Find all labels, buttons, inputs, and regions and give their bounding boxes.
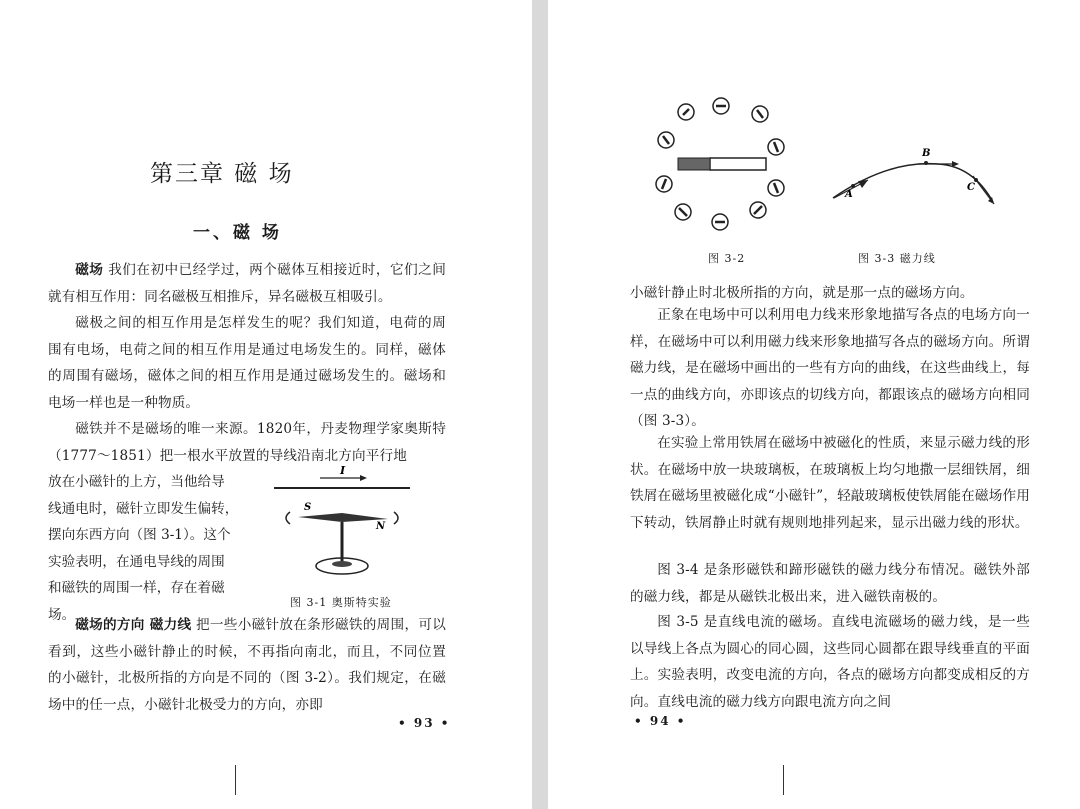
text-line: 线通电时，磁针立即发生偏转， bbox=[48, 500, 239, 517]
section-title: 一、磁 场 bbox=[193, 223, 282, 243]
label-a: A bbox=[845, 189, 853, 200]
point-a bbox=[851, 184, 855, 188]
compass-needle bbox=[662, 179, 666, 189]
figure-caption-3-2: 图 3-2 bbox=[708, 252, 746, 265]
paragraph-iron-filings: 在实验上常用铁屑在磁场中被磁化的性质，来显示磁力线的形状。在磁场中放一块玻璃板，在玻璃板上均匀地撒一层细铁屑，细铁屑在磁场里被磁化成“小磁针”，轻敲玻璃板使铁屑能在磁场作用下转动，铁屑静止时就有规则地排列起来，显示出磁力线的形状。 bbox=[630, 435, 1030, 531]
label-current: I bbox=[340, 464, 346, 477]
bar-magnet-light-half bbox=[710, 158, 766, 170]
label-b: B bbox=[922, 148, 931, 159]
label-c: C bbox=[967, 182, 975, 193]
paragraph-field-lines: 正象在电场中可以利用电力线来形象地描写各点的电场方向一样，在磁场中可以利用磁力线来形象地描写各点的磁场方向。所谓磁力线，是在磁场中画出的一些有方向的曲线，在这些曲线上，每一点的曲线方向，亦即该点的切线方向，都跟该点的磁场方向相同（图 3-3）。 bbox=[630, 307, 1030, 429]
paragraph-oersted-wrap bbox=[48, 469, 258, 628]
stand-hub bbox=[332, 561, 352, 567]
compass-needle bbox=[754, 206, 762, 214]
text-line: 实验表明，在通电导线的周围 bbox=[48, 553, 225, 570]
label-south: S bbox=[304, 502, 312, 513]
paragraph-text: 把一些小磁针放在条形磁铁的周围，可以看到，这些小磁针静止的时候，不再指向南北，而且，不同位置的小磁针，北极所指的方向是不同的（图 3-2）。我们规定，在磁场中的任一点，小磁针北极受力的方向，亦即 bbox=[48, 617, 446, 713]
compass-needle bbox=[774, 142, 778, 152]
compass-needle bbox=[757, 110, 763, 118]
point-b bbox=[924, 161, 928, 165]
current-arrowhead bbox=[360, 475, 367, 481]
right-page bbox=[548, 0, 1080, 809]
paragraph-text: 我们在初中已经学过，两个磁体互相接近时，它们之间就有相互作用：同名磁极互相推斥，异名磁极互相吸引。 bbox=[48, 262, 446, 305]
paragraph-compass-direction: 小磁针静止时北极所指的方向，就是那一点的磁场方向。 bbox=[630, 285, 974, 301]
compass-needle bbox=[679, 208, 687, 216]
text-line: 和磁铁的周围一样，存在着磁 bbox=[48, 580, 225, 596]
paragraph-oersted: 磁铁并不是磁场的唯一来源。1820年，丹麦物理学家奥斯特（1777～1851）把一根水平放置的导线沿南北方向平行地 bbox=[48, 421, 446, 464]
bar-magnet bbox=[678, 158, 710, 170]
figure-compasses-around-magnet bbox=[648, 92, 788, 242]
text-line: 场。 bbox=[48, 606, 76, 623]
compass-needle bbox=[298, 513, 388, 522]
label-north: N bbox=[376, 521, 386, 532]
paragraph-field-direction bbox=[48, 612, 446, 718]
chapter-title: 第三章 磁 场 bbox=[150, 161, 294, 187]
paragraph-straight-current: 图 3-5 是直线电流的磁场。直线电流磁场的磁力线，是一些以导线上各点为圆心的同心圆，这些同心圆都在跟导线垂直的平面上。实验表明，改变电流的方向，各点的磁场方向都变成相反的方向。直线电流的磁力线方向跟电流方向之间 bbox=[630, 614, 1030, 710]
compass-needle bbox=[774, 183, 778, 193]
figure-caption-3-1: 图 3-1 奥斯特实验 bbox=[290, 596, 392, 609]
figure-field-line bbox=[828, 150, 1008, 210]
scan-mark bbox=[235, 765, 236, 795]
paragraph-pole-interaction: 磁极之间的相互作用是怎样发生的呢？我们知道，电荷的周围有电场，电荷之间的相互作用是通过电场发生的。同样，磁体的周围有磁场，磁体之间的相互作用是通过磁场发生的。磁场和电场一样也是一种物质。 bbox=[48, 315, 446, 411]
paragraph-magnet-field-lines: 图 3-4 是条形磁铁和蹄形磁铁的磁力线分布情况。磁铁外部的磁力线，都是从磁铁北极出来，进入磁铁南极的。 bbox=[630, 562, 1030, 605]
page-number: • 93 • bbox=[398, 716, 451, 730]
deflection-arc-right bbox=[394, 512, 398, 524]
page-number: • 94 • bbox=[634, 714, 687, 728]
deflection-arc-left bbox=[286, 512, 290, 524]
text-line: 摆向东西方向（图 3-1）。这个 bbox=[48, 527, 231, 543]
figure-caption-3-3: 图 3-3 磁力线 bbox=[858, 252, 936, 265]
tangent-arrow-b bbox=[952, 161, 959, 167]
paragraph-magnetic-field bbox=[48, 257, 446, 310]
figure-oersted-experiment bbox=[270, 462, 420, 587]
compass-needle bbox=[663, 136, 669, 144]
left-page bbox=[0, 0, 532, 809]
term-magnetic-field: 磁场 bbox=[75, 262, 104, 278]
text-line: 放在小磁针的上方，当他给导 bbox=[48, 474, 225, 490]
term-field-direction: 磁场的方向 磁力线 bbox=[75, 617, 192, 633]
compass-needle bbox=[683, 109, 689, 115]
scan-mark bbox=[783, 765, 784, 795]
